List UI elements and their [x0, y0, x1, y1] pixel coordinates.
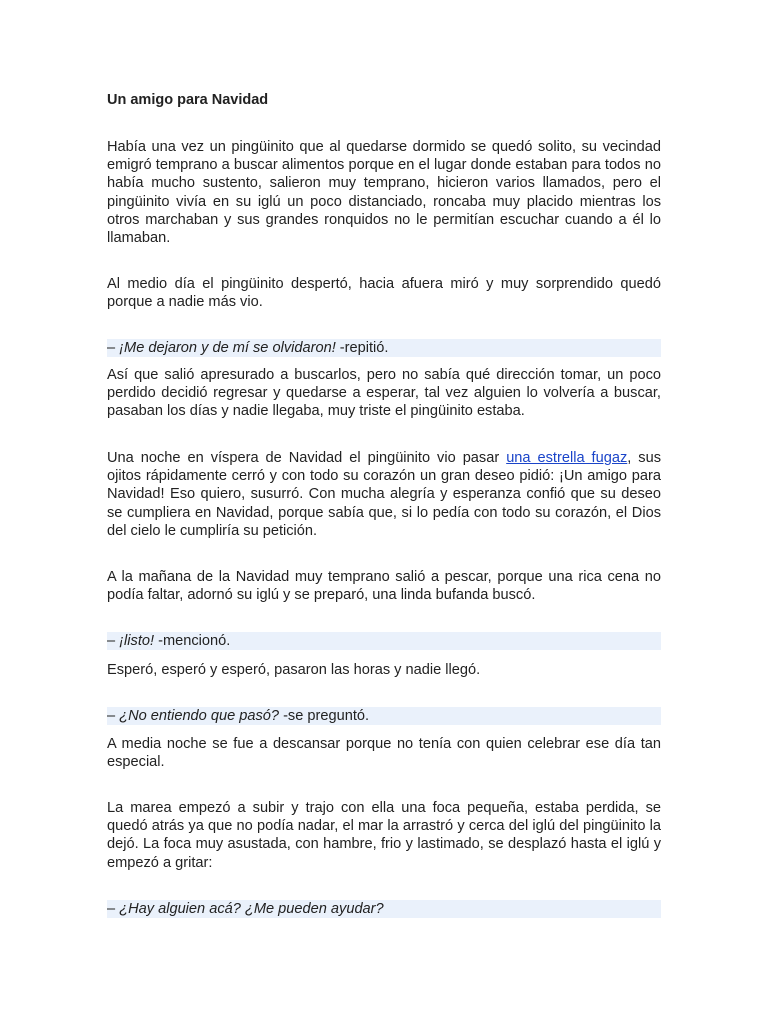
dialog-line-4	[107, 900, 661, 918]
paragraph-6: Esperó, esperó y esperó, pasaron las horas y nadie llegó.	[107, 662, 481, 678]
paragraph-3: Así que salió apresurado a buscarlos, pero no sabía qué dirección tomar, un poco perdido decidió regresar y quedarse a esperar, tal vez alguien lo volvería a buscar, pasaban los días y nadie llegaba, muy triste el pingüinito estaba.	[107, 367, 661, 420]
dialog-quote: ¡listo!	[119, 633, 155, 649]
dialog-tag: -mencionó.	[154, 633, 231, 649]
paragraph-4	[107, 449, 661, 540]
dialog-line-2	[107, 632, 661, 650]
dialog-tag: -se preguntó.	[279, 708, 370, 724]
paragraph-2: Al medio día el pingüinito despertó, hacia afuera miró y muy sorprendido quedó porque a nadie más vio.	[107, 276, 661, 311]
paragraph-8: La marea empezó a subir y trajo con ella una foca pequeña, estaba perdida, se quedó atrás ya que no podía nadar, el mar la arrastró y cerca del iglú del pingüinito la dejó. La foca muy asustada, con hambre, frio y lastimado, se desplazó hasta el iglú y empezó a gritar:	[107, 800, 661, 871]
paragraph-1: Había una vez un pingüinito que al quedarse dormido se quedó solito, su vecindad emigró temprano a buscar alimentos porque en el lugar donde estaban para todos no había mucho sustento, salieron muy temprano, hicieron varios llamados, pero el pingüinito vivía en su iglú un poco distanciado, roncaba muy placido mientras los otros marchaban y sus grandes ronquidos no le permitían escuchar cuando a él lo llamaban.	[107, 139, 661, 247]
dialog-line-1	[107, 339, 661, 357]
dialog-dash: –	[107, 340, 120, 356]
paragraph-4-end: , sus ojitos rápidamente cerró y con todo su corazón un gran deseo pidió: ¡Un amigo para Navidad! Eso quiero, susurró. Con mucha alegría y esperanza confió que su deseo se cumpliera en Navidad, porque sabía que, si lo pedía con todo su corazón, el Dios del cielo le cumpliría su petición.	[107, 450, 661, 539]
dialog-dash: –	[107, 901, 120, 917]
dialog-line-3	[107, 707, 661, 725]
paragraph-5: A la mañana de la Navidad muy temprano salió a pescar, porque una rica cena no podía faltar, adornó su iglú y se preparó, una linda bufanda buscó.	[107, 569, 661, 604]
dialog-quote: ¡Me dejaron y de mí se olvidaron!	[119, 340, 336, 356]
dialog-dash: –	[107, 633, 120, 649]
dialog-quote: ¿Hay alguien acá? ¿Me pueden ayudar?	[119, 901, 384, 917]
paragraph-7: A media noche se fue a descansar porque no tenía con quien celebrar ese día tan especial.	[107, 736, 661, 771]
dialog-tag: -repitió.	[335, 340, 389, 356]
dialog-quote: ¿No entiendo que pasó?	[119, 708, 280, 724]
story-title: Un amigo para Navidad	[107, 92, 269, 108]
paragraph-4-start: Una noche en víspera de Navidad el pingüinito vio pasar	[107, 450, 507, 466]
estrella-fugaz-link[interactable]: una estrella fugaz	[506, 450, 628, 466]
dialog-dash: –	[107, 708, 120, 724]
